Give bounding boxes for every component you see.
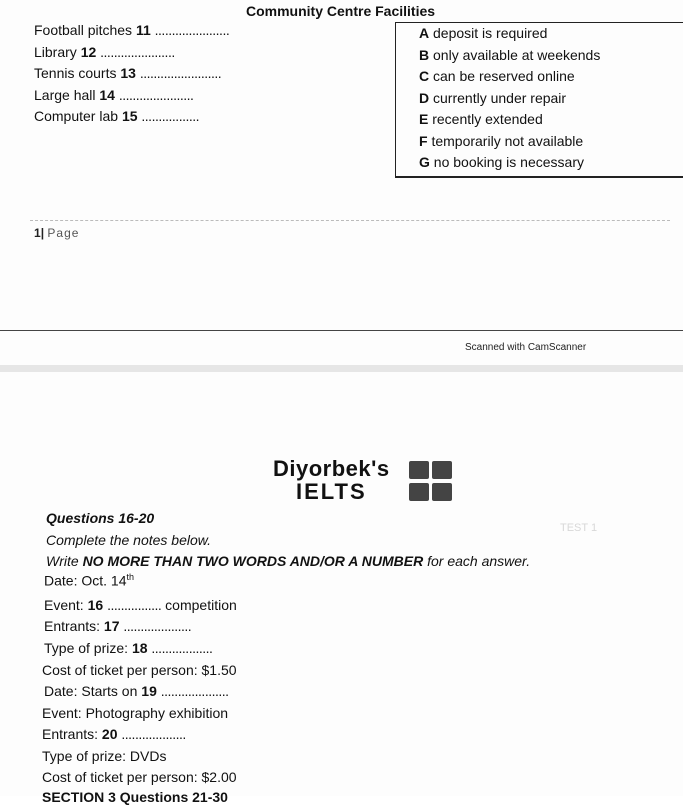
logo-icon-grid <box>409 461 457 505</box>
option-item <box>419 154 584 170</box>
facility-list <box>34 22 229 130</box>
book-icon <box>432 483 452 501</box>
option-letter: B <box>419 47 430 63</box>
scanned-page-1 <box>0 0 683 365</box>
option-text: deposit is required <box>433 25 548 41</box>
questions-heading: Questions 16-20 <box>46 510 155 526</box>
option-text: can be reserved online <box>433 68 575 84</box>
facility-name: Football pitches <box>34 22 133 38</box>
answer-blank: .................... <box>123 618 192 634</box>
page-gap <box>0 365 683 372</box>
instruction-2-b: NO MORE THAN TWO WORDS AND/OR A NUMBER <box>82 553 424 569</box>
headphones-icon <box>409 483 429 501</box>
page-word: Page <box>47 226 80 240</box>
footer-divider <box>30 220 670 221</box>
page-footer <box>34 226 79 240</box>
date-label: Date: Oct. 14 <box>44 572 127 589</box>
entrants-label: Entrants: <box>44 618 104 634</box>
note-prize-2: Type of prize: DVDs <box>42 748 167 764</box>
option-text: temporarily not available <box>431 133 584 149</box>
note-event-2: Event: Photography exhibition <box>42 705 229 721</box>
option-item <box>419 47 600 63</box>
note-cost-2: Cost of ticket per person: $2.00 <box>42 769 237 785</box>
answer-blank: ...................... <box>100 43 175 60</box>
option-text: no booking is necessary <box>433 154 584 170</box>
page-number: 1 <box>34 226 41 240</box>
option-item <box>419 90 566 106</box>
page-separator: | <box>40 226 45 240</box>
question-number: 16 <box>87 597 104 613</box>
option-letter: F <box>419 133 428 149</box>
answer-blank: ................. <box>141 108 200 125</box>
facility-name: Tennis courts <box>34 65 117 82</box>
brand-logo <box>273 456 390 505</box>
option-letter: D <box>419 90 430 106</box>
prize-label: Type of prize: <box>44 640 132 656</box>
instruction-1: Complete the notes below. <box>46 532 211 548</box>
starts-label: Date: Starts on <box>44 683 142 699</box>
bleed-through-text: TEST 1 <box>560 522 598 534</box>
facility-row <box>34 22 229 44</box>
scanner-watermark: Scanned with CamScanner <box>465 342 587 353</box>
event-label: Event: <box>44 597 88 613</box>
question-number: 11 <box>135 22 151 38</box>
date-superscript: th <box>126 572 134 582</box>
event-tail: competition <box>161 597 237 613</box>
page-title: Community Centre Facilities <box>246 3 436 19</box>
question-number: 13 <box>120 65 136 82</box>
note-start-date <box>44 683 229 699</box>
option-item <box>419 111 543 127</box>
note-prize <box>44 640 212 656</box>
question-number: 17 <box>103 618 120 634</box>
answer-blank: ........................ <box>139 65 222 82</box>
instruction-2-a: Write <box>46 553 83 569</box>
option-text: only available at weekends <box>433 47 601 63</box>
option-letter: G <box>419 154 430 170</box>
option-item <box>419 25 547 41</box>
next-section-heading: SECTION 3 Questions 21-30 <box>42 789 228 805</box>
option-letter: C <box>419 68 430 84</box>
scan-edge-line <box>0 330 683 331</box>
note-event <box>44 597 237 613</box>
option-text: recently extended <box>432 111 543 127</box>
option-item <box>419 68 575 84</box>
scanned-page-2 <box>0 372 683 805</box>
question-number: 12 <box>80 43 97 60</box>
answer-blank: .................. <box>151 640 213 656</box>
question-number: 19 <box>141 683 157 699</box>
question-number: 15 <box>121 108 138 125</box>
facility-name: Large hall <box>34 86 96 103</box>
question-number: 14 <box>99 86 115 103</box>
answer-blank: ................ <box>107 597 162 613</box>
facility-name: Computer lab <box>34 108 119 125</box>
answer-blank: ...................... <box>118 86 194 103</box>
instruction-2-c: for each answer. <box>423 553 531 569</box>
logo-line-2: IELTS <box>295 479 367 504</box>
facility-row <box>34 44 229 66</box>
option-letter: E <box>419 111 429 127</box>
note-entrants <box>44 618 191 634</box>
options-box <box>395 22 683 178</box>
option-letter: A <box>419 25 430 41</box>
answer-blank: ................... <box>121 726 186 742</box>
answer-blank: ...................... <box>154 22 230 38</box>
option-item <box>419 133 583 149</box>
facility-row <box>34 87 229 109</box>
note-date <box>44 572 134 589</box>
facility-row <box>34 65 229 87</box>
pencil-icon <box>409 461 429 479</box>
facility-name: Library <box>34 43 77 60</box>
note-entrants-2 <box>42 726 186 742</box>
option-text: currently under repair <box>433 90 567 106</box>
facility-row <box>34 108 229 130</box>
question-number: 18 <box>131 640 148 656</box>
entrants2-label: Entrants: <box>42 726 102 742</box>
instruction-2 <box>46 553 530 569</box>
speaker-icon <box>432 461 452 479</box>
note-cost-1: Cost of ticket per person: $1.50 <box>42 662 237 678</box>
question-number: 20 <box>101 726 118 742</box>
logo-line-1: Diyorbek's <box>273 456 390 481</box>
answer-blank: .................... <box>160 683 229 699</box>
